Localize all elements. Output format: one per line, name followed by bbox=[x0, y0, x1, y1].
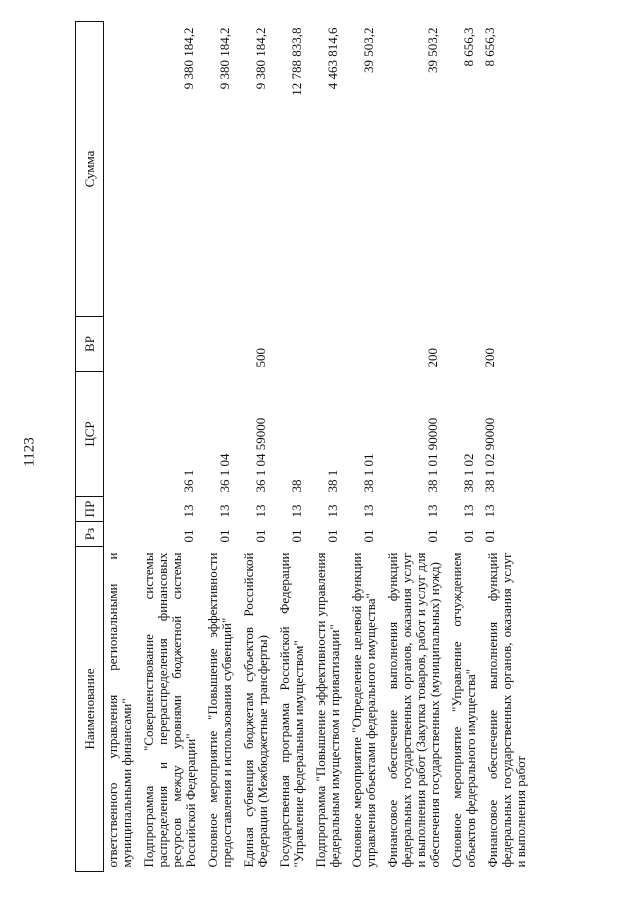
row-vr: 200 bbox=[425, 348, 440, 368]
header-csr: ЦСР bbox=[76, 372, 104, 497]
row-pr: 13 bbox=[217, 504, 232, 518]
row-pr: 13 bbox=[181, 504, 196, 518]
row-csr: 36 1 04 bbox=[217, 453, 232, 493]
row-rz: 01 bbox=[461, 529, 476, 543]
row-csr: 38 1 bbox=[325, 469, 340, 493]
row-rz: 01 bbox=[289, 529, 304, 543]
row-sum: 8 656,3 bbox=[461, 27, 476, 67]
table-row bbox=[272, 22, 308, 872]
table-row bbox=[104, 22, 137, 872]
row-csr: 38 1 01 bbox=[361, 453, 376, 493]
row-sum: 9 380 184,2 bbox=[253, 27, 268, 90]
row-sum: 12 788 833,8 bbox=[289, 27, 304, 96]
table-row bbox=[444, 22, 480, 872]
row-vr bbox=[344, 317, 380, 372]
row-pr bbox=[104, 497, 137, 522]
row-csr bbox=[104, 372, 137, 497]
header-rz: Рз bbox=[76, 522, 104, 547]
row-sum: 4 463 814,6 bbox=[325, 27, 340, 90]
row-vr bbox=[104, 317, 137, 372]
page-number: 1123 bbox=[21, 437, 38, 467]
row-rz: 01 bbox=[361, 529, 376, 543]
row-pr: 13 bbox=[289, 504, 304, 518]
row-csr: 36 1 04 59000 bbox=[253, 417, 268, 493]
row-sum bbox=[104, 22, 137, 317]
table-row bbox=[344, 22, 380, 872]
row-name: Подпрограмма "Совершенствование системы распределения и перераспределения финансовых ресурсов между уровнями бюджетной системы Российской Федерации" bbox=[141, 552, 198, 868]
table-row bbox=[380, 22, 444, 872]
row-vr bbox=[444, 317, 480, 372]
row-name: Основное мероприятие "Повышение эффективности предоставления и использования субвенций" bbox=[205, 552, 234, 868]
row-pr: 13 bbox=[461, 504, 476, 518]
row-vr bbox=[308, 317, 344, 372]
table-row bbox=[308, 22, 344, 872]
table-row bbox=[236, 22, 272, 872]
row-rz: 01 bbox=[253, 529, 268, 543]
row-name: Финансовое обеспечение выполнения функций федеральных государственных органов, оказания услуг и выполнения работ (Закупка товаров, работ и услуг для обеспечения государственных (муниципальных) нужд) bbox=[385, 552, 442, 868]
row-vr bbox=[200, 317, 236, 372]
row-name: Финансовое обеспечение выполнения функций федеральных государственных органов, оказания услуг и выполнения работ bbox=[485, 552, 528, 868]
row-name: ответственного управления региональными и муниципальными финансами" bbox=[105, 552, 134, 868]
header-pr: ПР bbox=[76, 497, 104, 522]
row-sum: 9 380 184,2 bbox=[181, 27, 196, 90]
table-row bbox=[480, 22, 530, 872]
row-rz: 01 bbox=[217, 529, 232, 543]
row-pr: 13 bbox=[482, 504, 497, 518]
row-name: Государственная программа Российской Федерации "Управление федеральным имуществом" bbox=[277, 552, 306, 868]
rotated-page-content bbox=[75, 22, 607, 872]
row-name: Единая субвенция бюджетам субъектов Российской Федерации (Межбюджетные трансферты) bbox=[241, 552, 270, 868]
header-vr: ВР bbox=[76, 317, 104, 372]
row-csr: 38 bbox=[289, 479, 304, 493]
row-name: Основное мероприятие "Определение целевой функции управления объектами федерального имущества" bbox=[349, 552, 378, 868]
row-csr: 38 1 02 bbox=[461, 453, 476, 493]
row-vr bbox=[136, 317, 200, 372]
row-pr: 13 bbox=[361, 504, 376, 518]
row-sum: 39 503,2 bbox=[361, 27, 376, 73]
row-vr bbox=[272, 317, 308, 372]
row-pr: 13 bbox=[253, 504, 268, 518]
row-name: Основное мероприятие "Управление отчуждением объектов федерального имущества" bbox=[449, 552, 478, 868]
row-sum: 8 656,3 bbox=[482, 27, 497, 67]
row-rz: 01 bbox=[482, 529, 497, 543]
row-rz: 01 bbox=[181, 529, 196, 543]
row-sum: 39 503,2 bbox=[425, 27, 440, 73]
row-sum: 9 380 184,2 bbox=[217, 27, 232, 90]
row-csr: 38 1 02 90000 bbox=[482, 417, 497, 493]
row-csr: 38 1 01 90000 bbox=[425, 417, 440, 493]
row-csr: 36 1 bbox=[181, 469, 196, 493]
table-row bbox=[200, 22, 236, 872]
budget-table bbox=[75, 21, 530, 872]
row-pr: 13 bbox=[325, 504, 340, 518]
row-pr: 13 bbox=[425, 504, 440, 518]
table-row bbox=[136, 22, 200, 872]
header-sum: Сумма bbox=[76, 22, 104, 317]
row-name: Подпрограмма "Повышение эффективности управления федеральным имуществом и приватизации" bbox=[313, 552, 342, 868]
row-rz: 01 bbox=[425, 529, 440, 543]
table-header-row bbox=[76, 22, 104, 872]
row-rz: 01 bbox=[325, 529, 340, 543]
row-vr: 200 bbox=[482, 348, 497, 368]
row-vr: 500 bbox=[253, 348, 268, 368]
row-rz bbox=[104, 522, 137, 547]
header-name: Наименование bbox=[76, 547, 104, 872]
